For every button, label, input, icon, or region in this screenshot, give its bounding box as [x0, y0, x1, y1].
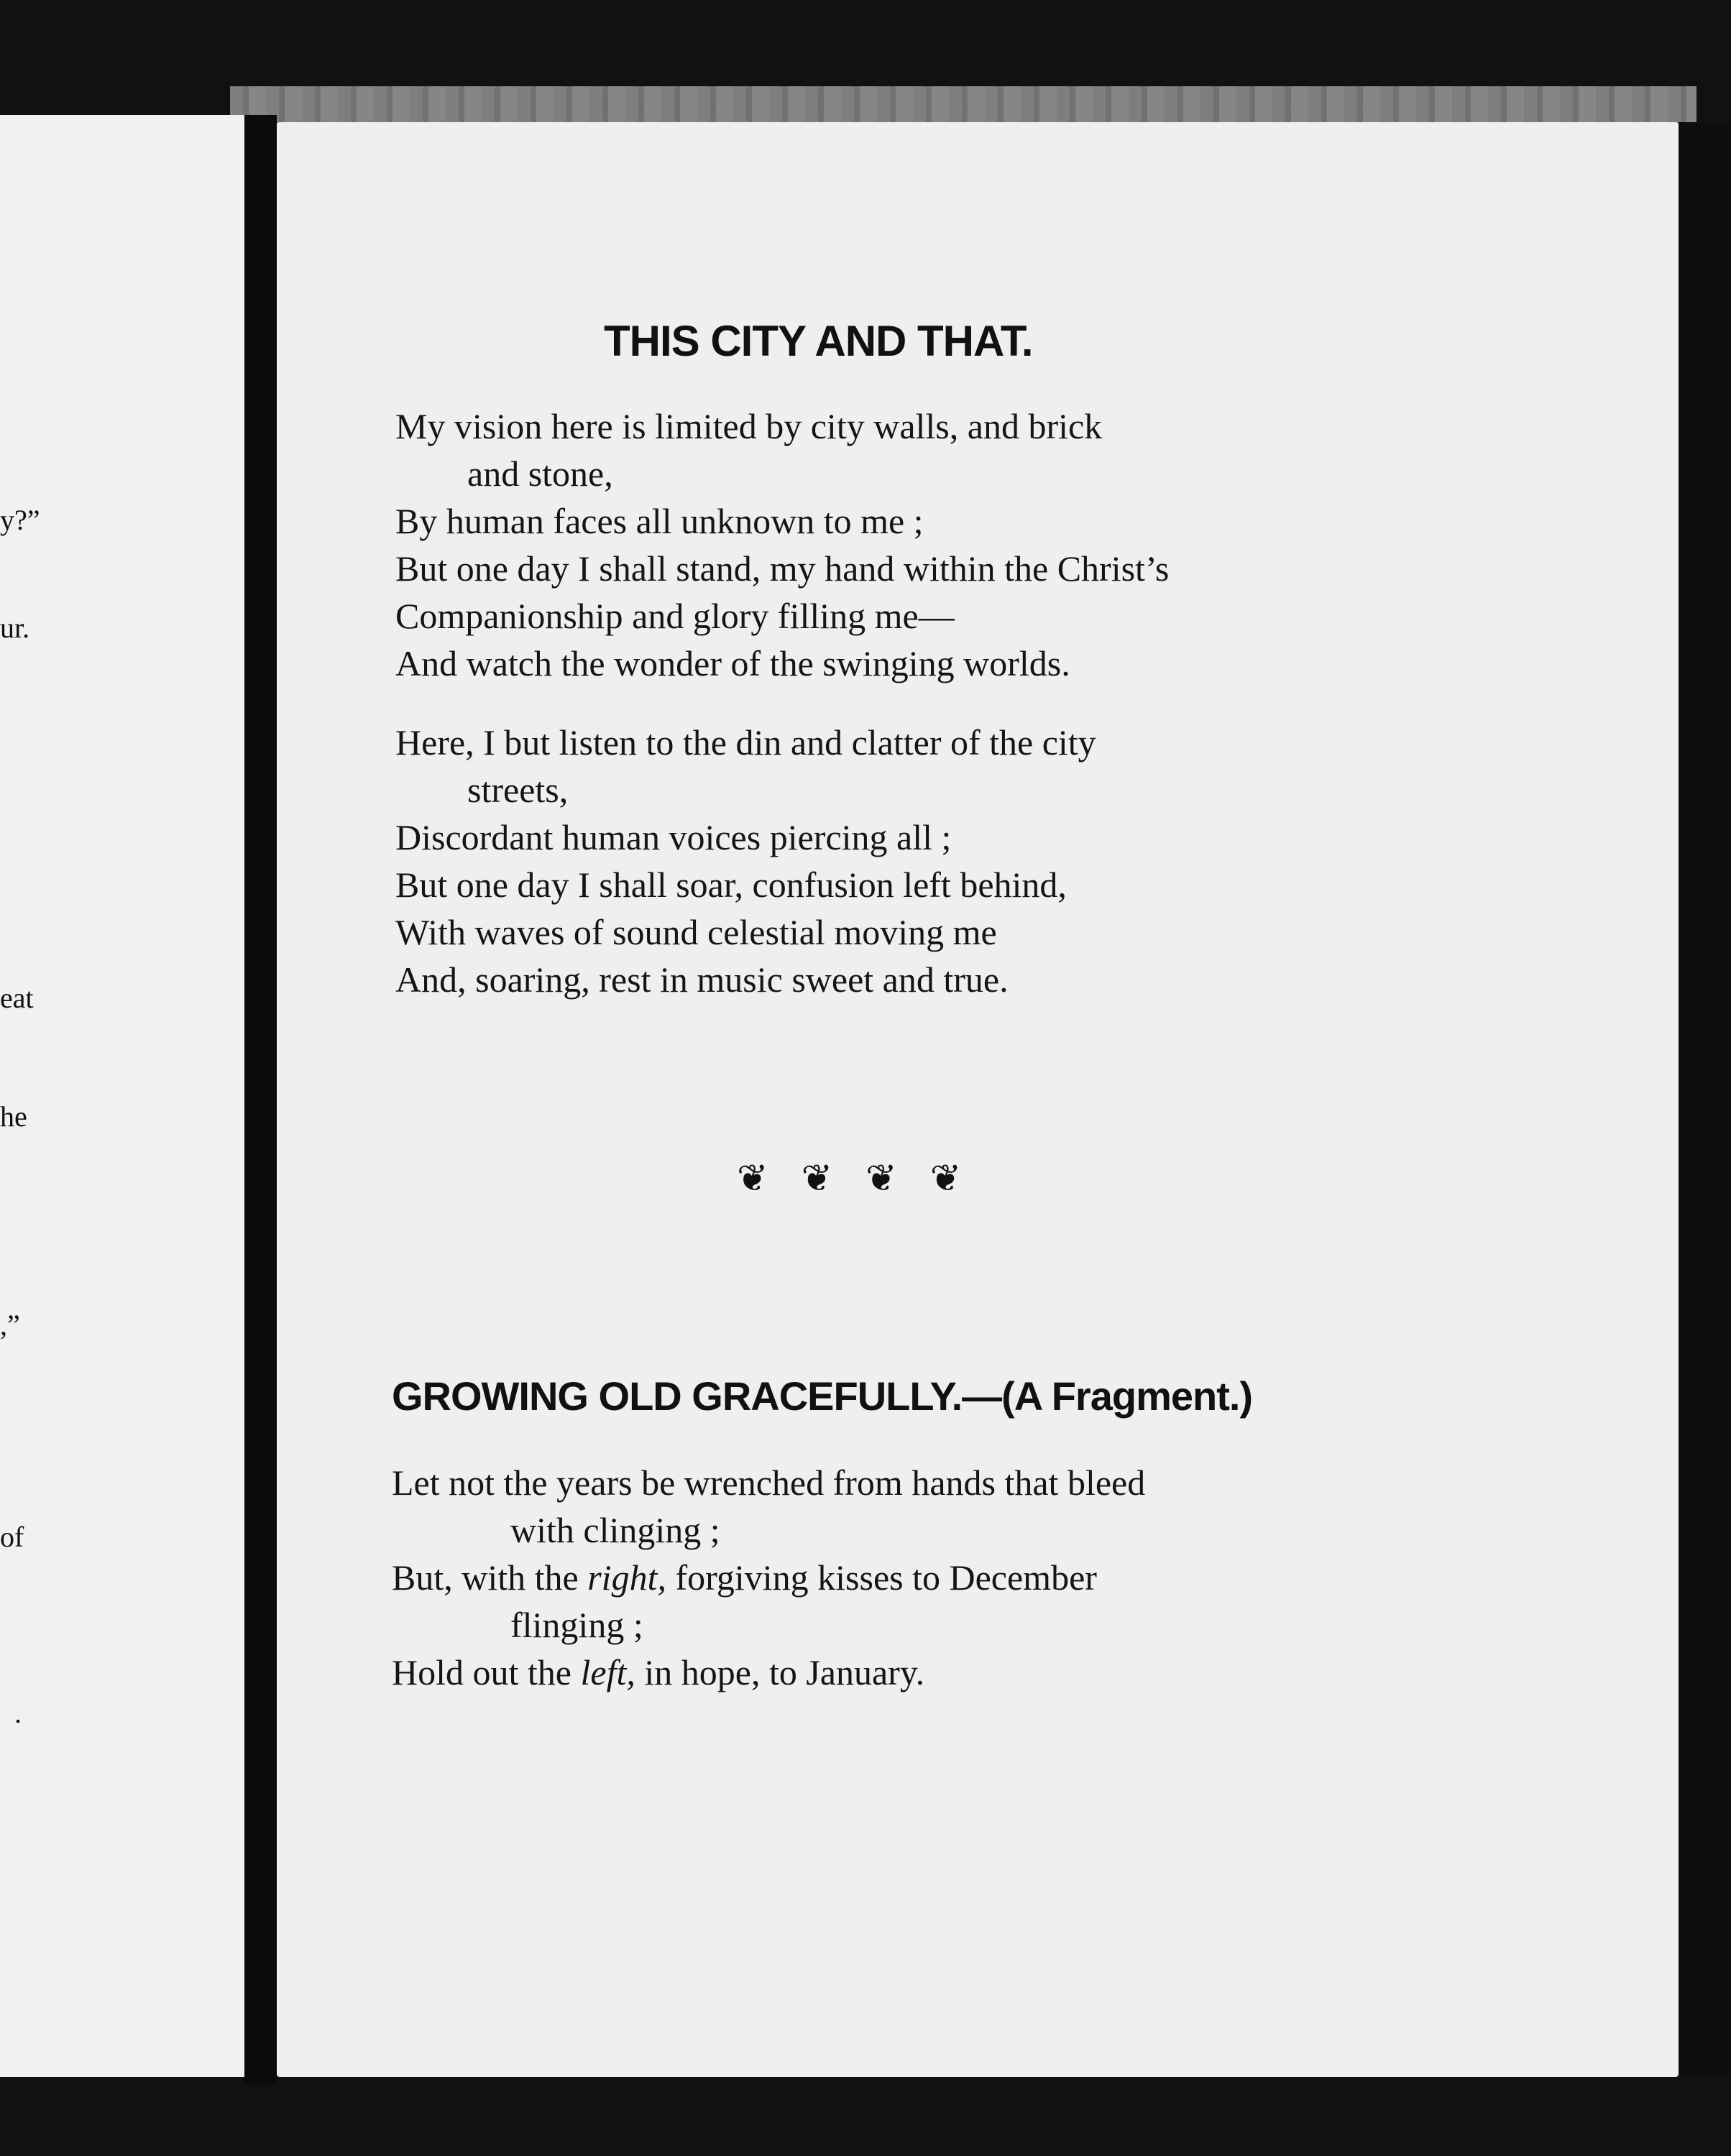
poem-line: And watch the wonder of the swinging worlds.: [395, 643, 1070, 683]
poem-line: But one day I shall stand, my hand within the Christ’s: [395, 548, 1170, 589]
left-fragment-text: y?”: [0, 504, 40, 536]
poem-stanza: [392, 1459, 1341, 1696]
poem-text: But, with the: [392, 1557, 579, 1598]
poem-line: with clinging ;: [510, 1510, 720, 1550]
poem-line: With waves of sound celestial moving me: [395, 912, 997, 952]
poem-text: Hold out the: [392, 1652, 571, 1692]
poem-title: GROWING OLD GRACEFULLY.—(A Fragment.): [392, 1373, 1253, 1419]
poem-italic-word: left,: [580, 1652, 635, 1692]
book-gutter: [244, 115, 277, 2084]
poem-line: flinging ;: [510, 1605, 643, 1645]
poem-line: [392, 1554, 1341, 1601]
poem-title: THIS CITY AND THAT.: [604, 317, 1033, 365]
poem-stanza: [395, 402, 1344, 687]
poem-line: My vision here is limited by city walls, and brick: [395, 406, 1103, 446]
fleuron-separator: ❦❦❦❦: [737, 1157, 995, 1200]
poem-line: But one day I shall soar, confusion left behind,: [395, 865, 1067, 905]
poem-line: Let not the years be wrenched from hands that bleed: [392, 1462, 1146, 1503]
poem-line: Discordant human voices piercing all ;: [395, 817, 952, 857]
poem-line: Here, I but listen to the din and clatter of the city: [395, 722, 1096, 763]
poem-line: streets,: [467, 770, 569, 810]
left-fragment-text: eat: [0, 982, 34, 1014]
poem-stanza: [395, 719, 1344, 1003]
poem-line: and stone,: [467, 453, 613, 494]
poem-line: By human faces all unknown to me ;: [395, 501, 924, 541]
left-fragment-text: he: [0, 1100, 27, 1133]
right-page: [277, 122, 1679, 2077]
poem-line: And, soaring, rest in music sweet and true.: [395, 959, 1009, 1000]
poem-line: Companionship and glory filling me—: [395, 596, 955, 636]
left-fragment-text: of: [0, 1521, 24, 1553]
left-fragment-text: ,”: [0, 1309, 20, 1341]
scan-border: [1679, 122, 1731, 2077]
left-page-fragment: [0, 115, 249, 2077]
left-fragment-text: ur.: [0, 612, 30, 644]
left-fragment-text: .: [14, 1697, 22, 1729]
poem-text: in hope, to January.: [644, 1652, 925, 1692]
poem-italic-word: right,: [587, 1557, 666, 1598]
poem-text: forgiving kisses to December: [675, 1557, 1097, 1598]
poem-line: [392, 1649, 1341, 1696]
